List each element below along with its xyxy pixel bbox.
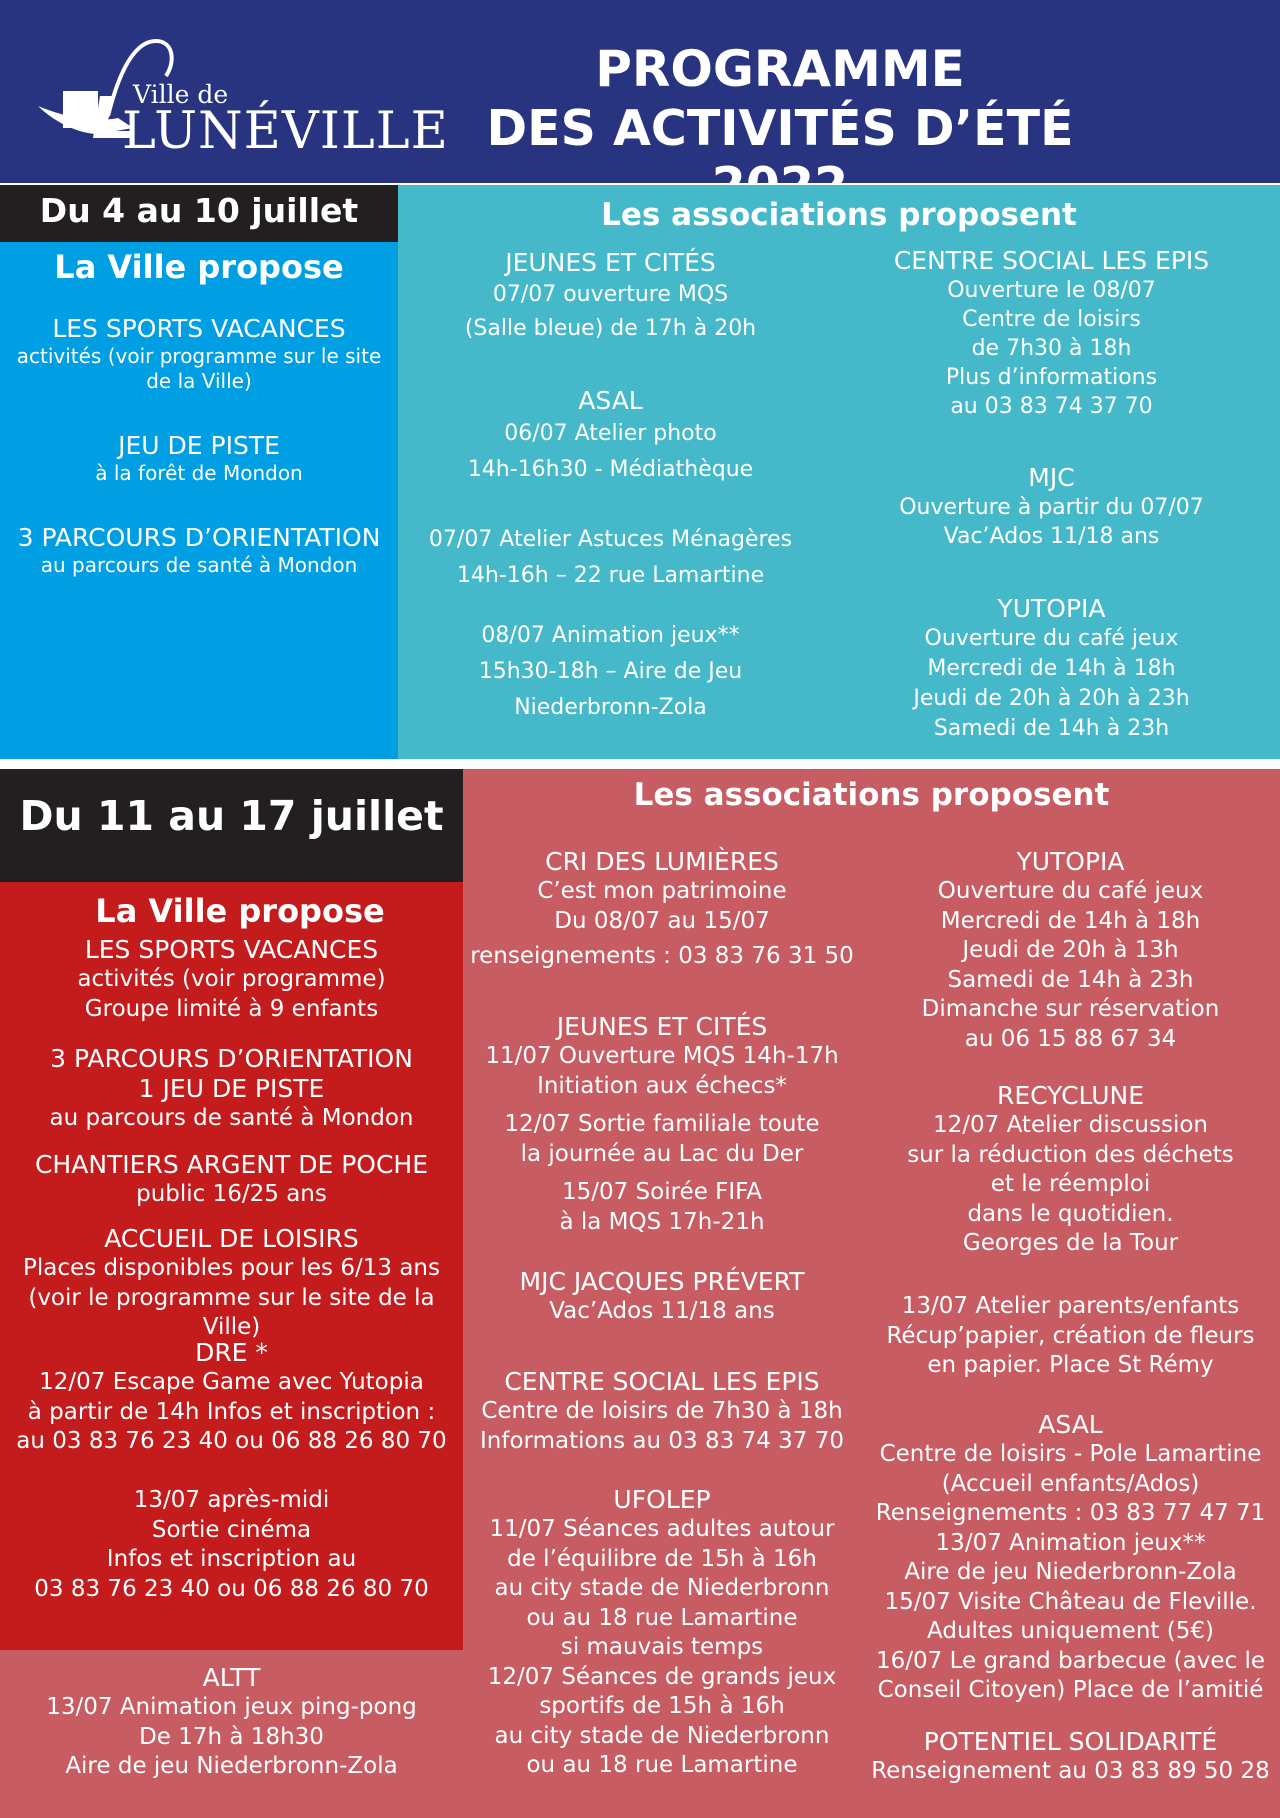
block-line: et le réemploi: [990, 1171, 1151, 1197]
block-line: en papier. Place St Rémy: [927, 1352, 1214, 1378]
block-title: UFOLEP: [613, 1485, 711, 1514]
block-line: Places disponibles pour les 6/13 ans: [23, 1255, 440, 1281]
block-line: 16/07 Le grand barbecue (avec le: [875, 1647, 1265, 1674]
block-line: 12/07 Sortie familiale toute: [504, 1111, 820, 1137]
week1-assoc-block: [398, 385, 823, 488]
block-line: de 7h30 à 18h: [971, 336, 1132, 361]
block-line: 13/07 après-midi: [133, 1487, 330, 1513]
block-line: Jeudi de 20h à 20h à 23h: [913, 686, 1190, 711]
week2-assoc-block: [861, 847, 1280, 1054]
block-line: Du 08/07 au 15/07: [554, 907, 770, 934]
block-title: 1 JEU DE PISTE: [138, 1074, 325, 1103]
block-title: LES SPORTS VACANCES: [52, 314, 346, 343]
week2-assoc-block: [463, 1485, 861, 1781]
block-title: CRI DES LUMIÈRES: [545, 847, 779, 876]
block-title: POTENTIEL SOLIDARITÉ: [923, 1727, 1218, 1756]
week1-assoc-block: [398, 247, 823, 346]
week1-ville-block: [0, 522, 398, 578]
block-line: Aire de jeu Niederbronn-Zola: [65, 1753, 398, 1779]
block-line: au 03 83 76 23 40 ou 06 88 26 80 70: [16, 1428, 447, 1454]
block-title: JEUNES ET CITÉS: [556, 1012, 768, 1041]
week1-period: Du 4 au 10 juillet: [39, 191, 359, 230]
block-title: CHANTIERS ARGENT DE POCHE: [34, 1150, 429, 1179]
block-line: activités (voir programme sur le site: [16, 344, 382, 368]
block-line: Ouverture du café jeux: [937, 878, 1204, 904]
week1-ville-block: [0, 430, 398, 486]
block-line: Plus d’informations: [945, 365, 1158, 390]
block-line: Aire de jeu Niederbronn-Zola: [904, 1559, 1237, 1585]
week2-assoc-heading: Les associations proposent: [633, 777, 1110, 813]
block-line: 06/07 Atelier photo: [504, 421, 717, 446]
block-line: 08/07 Animation jeux**: [481, 623, 740, 648]
block-line: Ouverture à partir du 07/07: [899, 495, 1204, 520]
week1-assoc-block: [398, 618, 823, 726]
section-divider: [0, 759, 1280, 769]
block-line: 07/07 ouverture MQS: [492, 282, 729, 307]
block-line: à la forêt de Mondon: [95, 461, 303, 485]
week1-ville-heading: La Ville propose: [54, 248, 344, 286]
block-line: Centre de loisirs de 7h30 à 18h: [481, 1398, 843, 1424]
page-title-line1: PROGRAMME: [595, 40, 965, 98]
week2-assoc-block: [463, 1012, 861, 1237]
block-line: 13/07 Animation jeux**: [935, 1529, 1206, 1556]
block-title: ASAL: [1038, 1410, 1103, 1439]
block-line: de la Ville): [146, 369, 252, 393]
block-line: (Salle bleue) de 17h à 20h: [464, 316, 757, 341]
block-line: 11/07 Ouverture MQS 14h-17h: [485, 1043, 839, 1069]
block-line: renseignements : 03 83 76 31 50: [470, 943, 854, 969]
week2-assoc-block: [861, 1292, 1280, 1381]
week2-ville-block: [0, 1044, 463, 1134]
block-line: Ouverture le 08/07: [947, 278, 1156, 303]
block-line: Renseignements : 03 83 77 47 71: [875, 1500, 1266, 1526]
block-line: dans le quotidien.: [967, 1200, 1174, 1227]
page-title-line2: DES ACTIVITÉS D’ÉTÉ: [486, 100, 1074, 157]
week1-assoc-heading: Les associations proposent: [601, 197, 1077, 233]
block-line: Adultes uniquement (5€): [927, 1618, 1214, 1644]
block-line: 12/07 Séances de grands jeux: [487, 1663, 837, 1690]
block-line: au 03 83 74 37 70: [950, 394, 1153, 419]
block-line: 03 83 76 23 40 ou 06 88 26 80 70: [34, 1575, 429, 1602]
block-line: Récup’papier, création de fleurs: [886, 1322, 1255, 1349]
block-line: Groupe limité à 9 enfants: [84, 995, 379, 1022]
week2-assoc-block: [463, 1367, 861, 1456]
week1-ville-block: [0, 313, 398, 394]
block-line: 07/07 Atelier Astuces Ménagères: [428, 527, 793, 552]
block-title: ASAL: [578, 386, 643, 415]
block-line: 12/07 Atelier discussion: [933, 1112, 1208, 1138]
block-line: ou au 18 rue Lamartine: [526, 1604, 798, 1631]
week2-period: Du 11 au 17 juillet: [19, 792, 444, 840]
block-line: (voir le programme sur le site de la Ville): [28, 1284, 435, 1340]
block-title: 3 PARCOURS D’ORIENTATION: [50, 1044, 413, 1073]
block-title: YUTOPIA: [997, 594, 1106, 623]
block-line: au 06 15 88 67 34: [964, 1025, 1177, 1052]
week2-ville-block: [0, 1150, 463, 1210]
block-line: Centre de loisirs: [962, 307, 1141, 332]
block-title: 3 PARCOURS D’ORIENTATION: [17, 523, 381, 552]
block-line: 15/07 Visite Château de Fleville.: [884, 1588, 1257, 1615]
week2-ville-block: [0, 1338, 463, 1457]
block-line: 11/07 Séances adultes autour: [489, 1516, 835, 1542]
block-line: Centre de loisirs - Pole Lamartine: [879, 1441, 1262, 1467]
block-title: DRE *: [195, 1338, 268, 1367]
block-line: C’est mon patrimoine: [537, 878, 787, 904]
week2-assoc-block: [861, 1410, 1280, 1706]
week1-assoc-panel: [398, 185, 1280, 759]
block-line: si mauvais temps: [560, 1634, 764, 1660]
block-title: CENTRE SOCIAL LES EPIS: [504, 1367, 820, 1396]
block-line: Ouverture du café jeux: [924, 626, 1179, 651]
block-line: au parcours de santé à Mondon: [40, 553, 358, 577]
block-line: (Accueil enfants/Ados): [941, 1470, 1200, 1497]
block-line: 14h-16h30 - Médiathèque: [467, 457, 754, 482]
week2-altt-block: [0, 1663, 463, 1782]
block-line: à partir de 14h Infos et inscription :: [27, 1398, 436, 1425]
logo-city-name: LUNÉVILLE: [122, 102, 449, 161]
block-line: sur la réduction des déchets: [907, 1141, 1234, 1168]
block-line: Mercredi de 14h à 18h: [927, 656, 1176, 681]
block-title: MJC: [1028, 463, 1075, 492]
block-line: ou au 18 rue Lamartine: [526, 1752, 798, 1778]
week1-ville-panel: [0, 242, 398, 759]
block-line: activités (voir programme): [77, 966, 386, 992]
week1-assoc-block: [823, 462, 1280, 551]
block-line: Vac’Ados 11/18 ans: [549, 1298, 775, 1324]
block-title: ACCUEIL DE LOISIRS: [104, 1224, 359, 1253]
block-line: Informations au 03 83 74 37 70: [480, 1427, 844, 1454]
block-line: Niederbronn-Zola: [514, 695, 707, 720]
block-line: Infos et inscription au: [106, 1546, 357, 1572]
block-title: ALTT: [202, 1663, 261, 1692]
block-line: Georges de la Tour: [962, 1230, 1179, 1256]
week2-assoc-block: [861, 1081, 1280, 1259]
block-line: Sortie cinéma: [151, 1516, 312, 1543]
block-line: Jeudi de 20h à 13h: [962, 937, 1179, 963]
week2-assoc-block: [463, 847, 861, 972]
logo-small-text: Ville de: [133, 80, 229, 109]
block-line: 13/07 Animation jeux ping-pong: [46, 1694, 417, 1720]
block-line: Vac’Ados 11/18 ans: [943, 524, 1160, 549]
block-line: public 16/25 ans: [136, 1181, 327, 1207]
block-line: 14h-16h – 22 rue Lamartine: [456, 563, 765, 588]
block-line: Initiation aux échecs*: [537, 1072, 787, 1099]
block-line: à la MQS 17h-21h: [559, 1208, 765, 1235]
block-line: 13/07 Atelier parents/enfants: [901, 1293, 1240, 1319]
block-line: au parcours de santé à Mondon: [49, 1105, 414, 1131]
block-line: Conseil Citoyen) Place de l’amitié: [877, 1677, 1264, 1703]
week2-ville-block: [0, 1486, 463, 1604]
week2-assoc-block: [463, 1267, 861, 1327]
block-line: Mercredi de 14h à 18h: [940, 907, 1201, 934]
week1-assoc-block: [398, 522, 823, 594]
week2-ville-heading: La Ville propose: [95, 892, 385, 930]
block-title: JEU DE PISTE: [118, 431, 280, 460]
block-line: Samedi de 14h à 23h: [933, 716, 1170, 741]
block-title: CENTRE SOCIAL LES EPIS: [893, 246, 1210, 275]
block-line: De 17h à 18h30: [139, 1723, 324, 1750]
block-line: Dimanche sur réservation: [921, 996, 1220, 1022]
week2-ville-panel: [0, 882, 463, 1650]
block-title: YUTOPIA: [1016, 847, 1125, 876]
block-title: LES SPORTS VACANCES: [84, 935, 379, 964]
block-line: 15/07 Soirée FIFA: [561, 1179, 763, 1205]
week2-ville-block: [0, 935, 463, 1024]
week2-ville-block: [0, 1224, 463, 1343]
block-line: 15h30-18h – Aire de Jeu: [478, 659, 743, 684]
block-line: au city stade de Niederbronn: [494, 1722, 830, 1749]
block-line: au city stade de Niederbronn: [494, 1575, 830, 1601]
block-title: MJC JACQUES PRÉVERT: [519, 1267, 805, 1296]
block-line: la journée au Lac du Der: [520, 1140, 804, 1167]
week1-assoc-block: [823, 593, 1280, 744]
block-title: RECYCLUNE: [996, 1081, 1145, 1110]
block-line: de l’équilibre de 15h à 16h: [507, 1545, 817, 1572]
week1-assoc-block: [823, 245, 1280, 421]
block-title: JEUNES ET CITÉS: [505, 248, 716, 277]
block-line: 12/07 Escape Game avec Yutopia: [39, 1369, 424, 1395]
block-line: sportifs de 15h à 16h: [539, 1693, 785, 1719]
week2-assoc-block: [861, 1727, 1280, 1787]
block-line: Renseignement au 03 83 89 50 28: [871, 1758, 1270, 1784]
block-line: Samedi de 14h à 23h: [947, 966, 1194, 993]
